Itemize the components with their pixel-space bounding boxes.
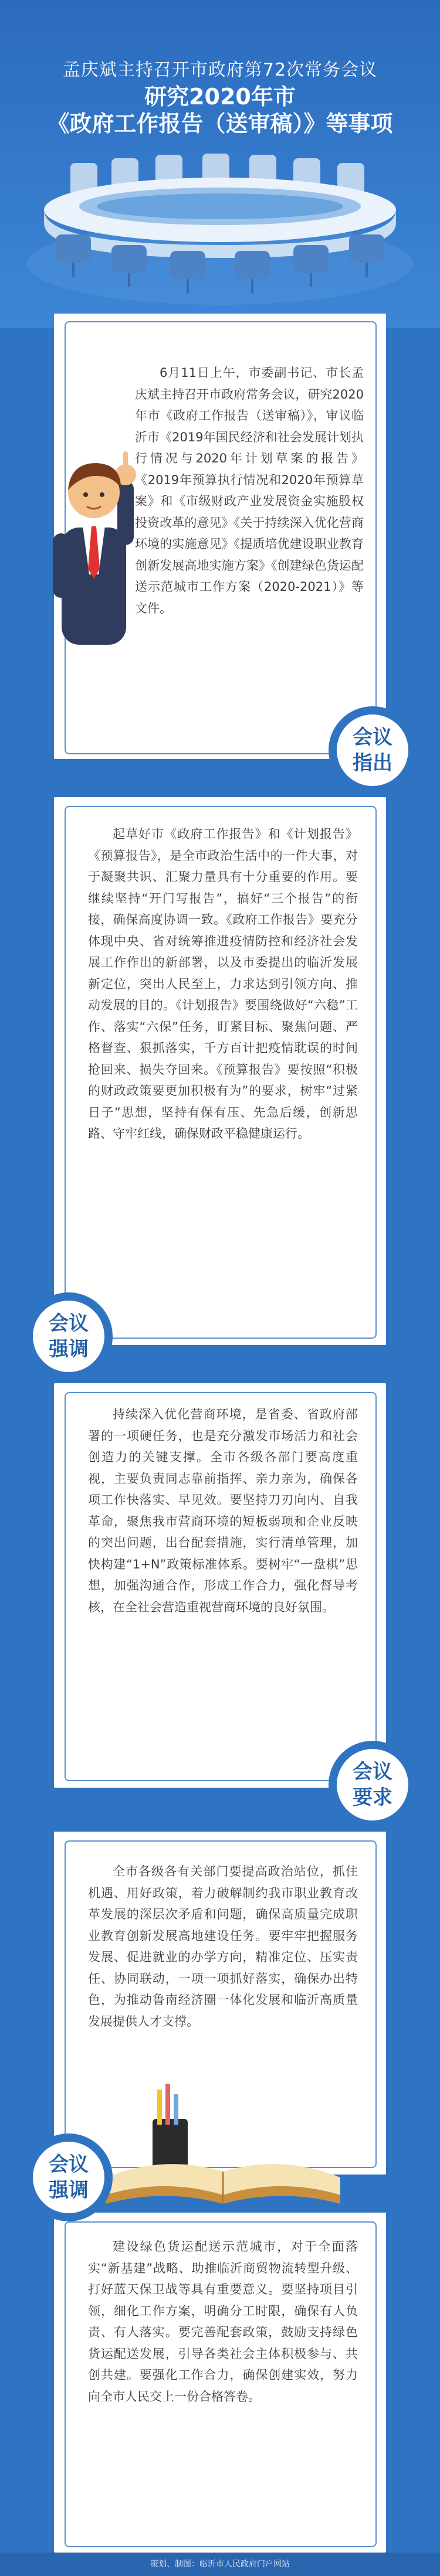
badge-line-1: 会议 [49,2153,89,2176]
badge-line-1: 会议 [353,1760,392,1784]
badge-meeting-emphasized-2 [25,2133,113,2221]
footer-credit: 策划、制图：临沂市人民政府门户网站 [0,2553,440,2576]
section-text-emphasized-2: 建设绿色货运配送示范城市，对于全面落实“新基建”战略、助推临沂商贸物流转型升级、打好蓝天保卫战等具有重要意义。要坚持项目引领，细化工作方案，明确分工时限，确保有人负责、有人落实。要完善配套政策，鼓励支持绿色货运配送发展，引导各类社会主体积极参与、共创共建。要强化工作合力，确保创建实效，努力向全市人民交上一份合格答卷。 [88,2240,358,2404]
books-illustration [94,2084,352,2213]
page-title-line-2: 研究2020年市 [144,84,296,110]
badge-meeting-required [329,1741,417,1829]
badge-line-1: 会议 [353,726,392,749]
badge-line-1: 会议 [49,1312,89,1335]
badge-line-2: 指出 [353,751,392,775]
page-title-line-3: 《政府工作报告（送审稿）》等事项 [47,111,393,137]
badge-line-2: 强调 [49,2179,89,2202]
badge-meeting-emphasized [25,1292,113,1380]
page-title-line-1: 孟庆斌主持召开市政府第72次常务会议 [62,60,378,80]
badge-line-2: 要求 [353,1786,392,1809]
section-text-required: 全市各级各有关部门要提高政治站位，抓住机遇、用好政策，着力破解制约我市职业教育改革发展的深层次矛盾和问题，确保高质量完成职业教育创新发展高地建设任务。要牢牢把握服务发展、促进就业的办学方向，精准定位、压实责任、协同联动，一项一项抓好落实，确保办出特色，为推动鲁南经济圈一体化发展和临沂高质量发展提供人才支撑。 [88,1864,358,2029]
meeting-table-illustration [0,141,440,328]
section-text-intro: 6月11日上午，市委副书记、市长孟庆斌主持召开市政府常务会议，研究2020年市《政府工作报告（送审稿）》，审议临沂市《2019年国民经济和社会发展计划执行情况与2020年计划草案的报告》《2019年预算执行情况和2020年预算草案》和《市级财政产业发展资金实施股权投资改革的意见》《关于持续深入优化营商环境的实施意见》《提质培优建设职业教育创新发展高地实施方案》《创建绿色货运配送示范城市工作方案（2020-2021）》等文件。 [135,366,364,615]
badge-meeting-pointed-out [329,706,417,794]
section-text-emphasized: 持续深入优化营商环境，是省委、省政府部署的一项硬任务，也是充分激发市场活力和社会创造力的关键支撑。全市各级各部门要高度重视，主要负责同志靠前指挥、亲力亲为，确保各项工作快落实、早见效。要坚持刀刃向内、自我革命，聚焦我市营商环境的短板弱项和企业反映的突出问题，出台配套措施，实行清单管理，加快构建“1+N”政策标准体系。要树牢“一盘棋”思想，加强沟通合作，形成工作合力，强化督导考核，在全社会营造重视营商环境的良好氛围。 [88,1407,358,1614]
badge-line-2: 强调 [49,1338,89,1361]
section-text-pointed-out: 起草好市《政府工作报告》和《计划报告》《预算报告》，是全市政治生活中的一件大事，对于凝聚共识、汇聚力量具有十分重要的作用。要继续坚持“开门写报告”，搞好“三个报告”的衔接，确保高度协调一致。《政府工作报告》要充分体现中央、省对统筹推进疫情防控和经济社会发展工作作出的新部署，以及市委提出的临沂发展新定位，突出人民至上，力求达到引领方向、推动发展的目的。《计划报告》要围绕做好“六稳”工作、落实“六保”任务，盯紧目标、聚焦问题、严格督查、狠抓落实，千方百计把疫情耽误的时间抢回来、损失夺回来。《预算报告》要按照“积极的财政政策要更加积极有为”的要求，树牢“过紧日子”思想，坚持有保有压、先急后缓，创新思路、守牢红线，确保财政平稳健康运行。 [88,827,358,1141]
